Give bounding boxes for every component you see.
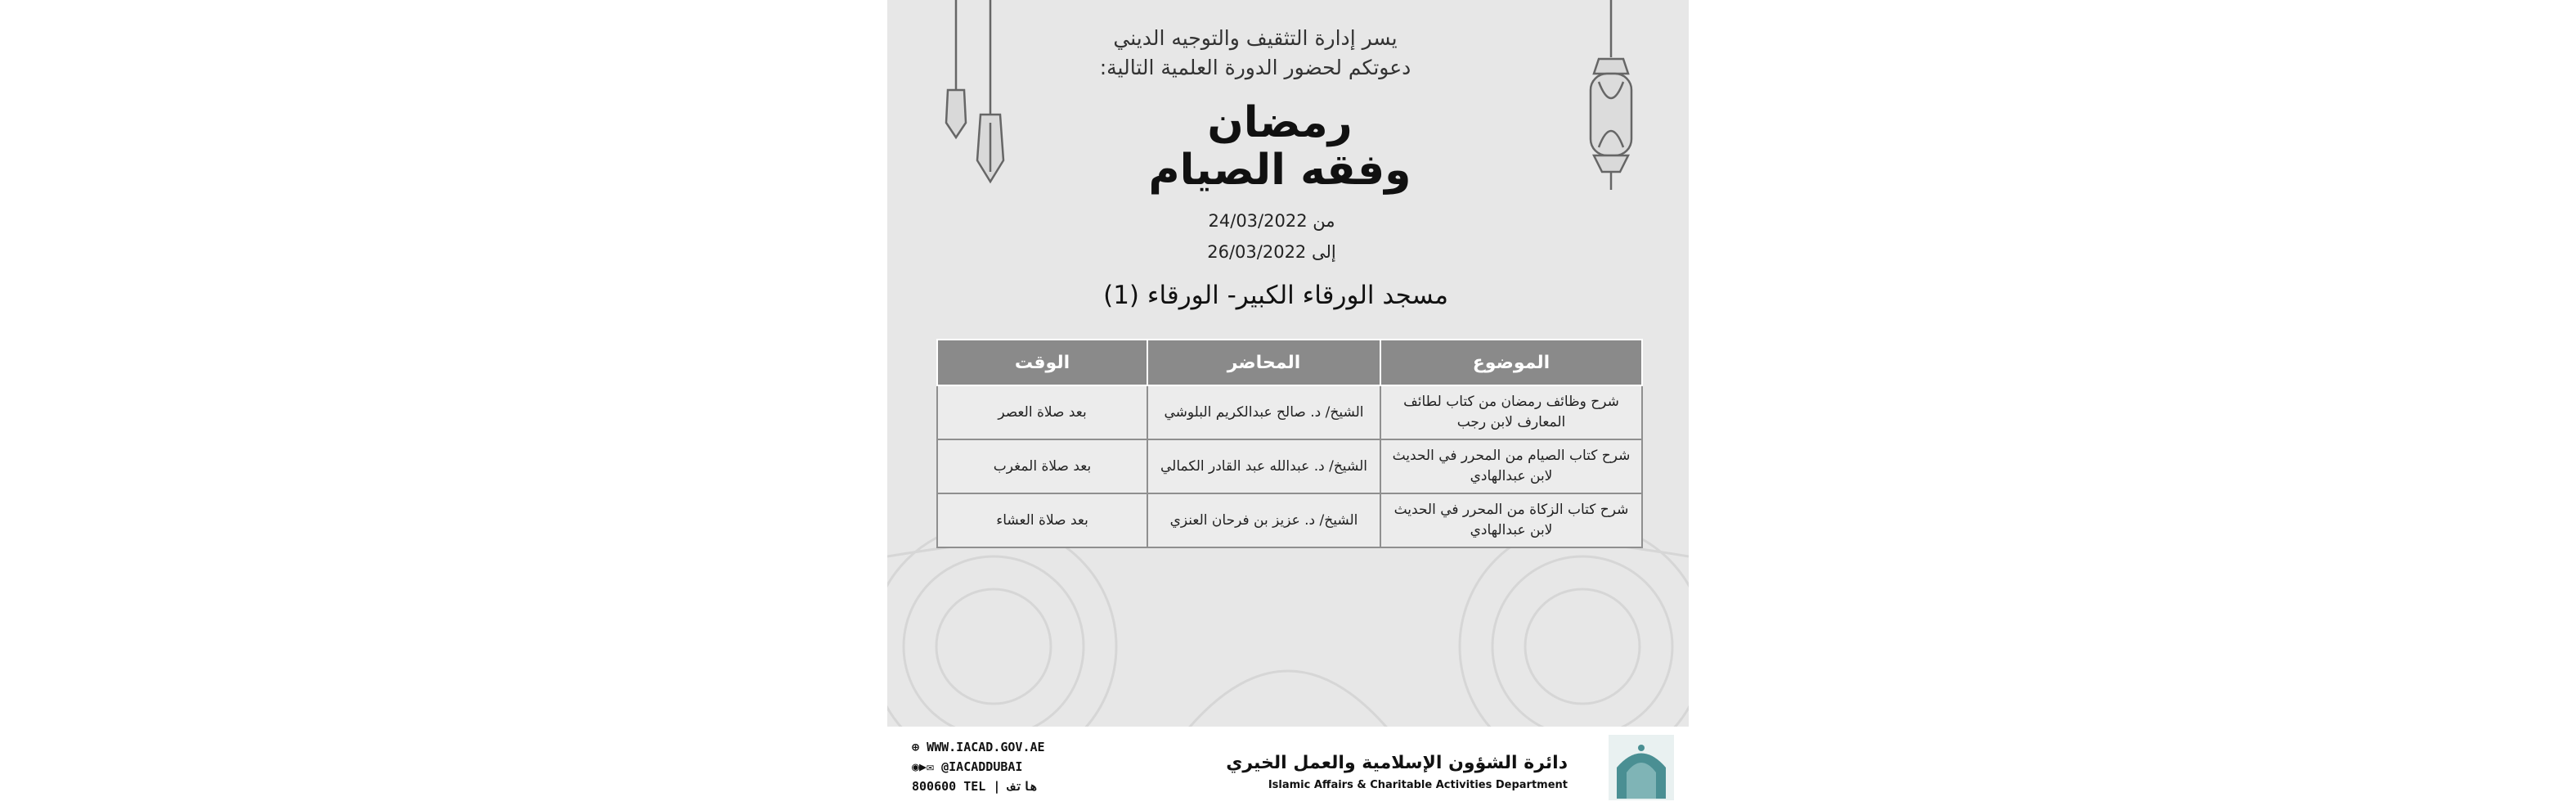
social-text: @IACADDUBAI [941,759,1023,774]
course-title-line-2: وفقه الصيام [1148,146,1411,195]
event-poster [887,0,1689,806]
date-to-label: إلى [1311,242,1336,262]
department-logo-icon [1609,735,1674,800]
table-row [937,493,1642,547]
topic-cell: شرح كتاب الزكاة من المحرر في الحديث لابن عبدالهادي [1380,493,1642,547]
lecturer-cell: الشيخ/ د. عبدالله عبد القادر الكمالي [1147,439,1380,493]
header-time: الوقت [937,340,1147,385]
website-link[interactable] [912,740,1045,754]
social-icons: ◉▶✉ [912,759,935,774]
topic-cell: شرح كتاب الصيام من المحرر في الحديث لابن عبدالهادي [1380,439,1642,493]
phone-number: 800600 TEL | هاتف [912,779,1038,794]
date-to-value: 26/03/2022 [1207,242,1307,262]
course-title-line-1: رمضان [1207,98,1353,147]
department-name-english: Islamic Affairs & Charitable Activities Department [1268,779,1568,791]
department-name-arabic: دائرة الشؤون الإسلامية والعمل الخيري [1226,753,1568,773]
schedule-table [936,339,1643,548]
topic-cell: شرح وظائف رمضان من كتاب لطائف المعارف لابن رجب [1380,385,1642,439]
date-to [887,242,1672,262]
intro-line-2: دعوتكم لحضور الدورة العلمية التالية: [1099,56,1411,79]
date-from-label: من [1313,211,1335,231]
time-cell: بعد صلاة العصر [937,385,1147,439]
time-cell: بعد صلاة العشاء [937,493,1147,547]
header-topic: الموضوع [1380,340,1642,385]
social-handle[interactable] [912,759,1022,774]
table-row [937,385,1642,439]
header-lecturer: المحاضر [1147,340,1380,385]
website-text: WWW.IACAD.GOV.AE [927,740,1045,754]
date-from [887,211,1672,231]
date-from-value: 24/03/2022 [1208,211,1308,231]
table-header-row [937,340,1642,385]
globe-icon: ⊕ [912,740,920,754]
time-cell: بعد صلاة المغرب [937,439,1147,493]
venue: مسجد الورقاء الكبير- الورقاء (1) [1103,281,1448,310]
lecturer-cell: الشيخ/ د. عزيز بن فرحان العنزي [1147,493,1380,547]
intro-line-1: يسر إدارة التثقيف والتوجيه الديني [1113,26,1398,50]
table-row [937,439,1642,493]
footer [887,727,1689,806]
lecturer-cell: الشيخ/ د. صالح عبدالكريم البلوشي [1147,385,1380,439]
